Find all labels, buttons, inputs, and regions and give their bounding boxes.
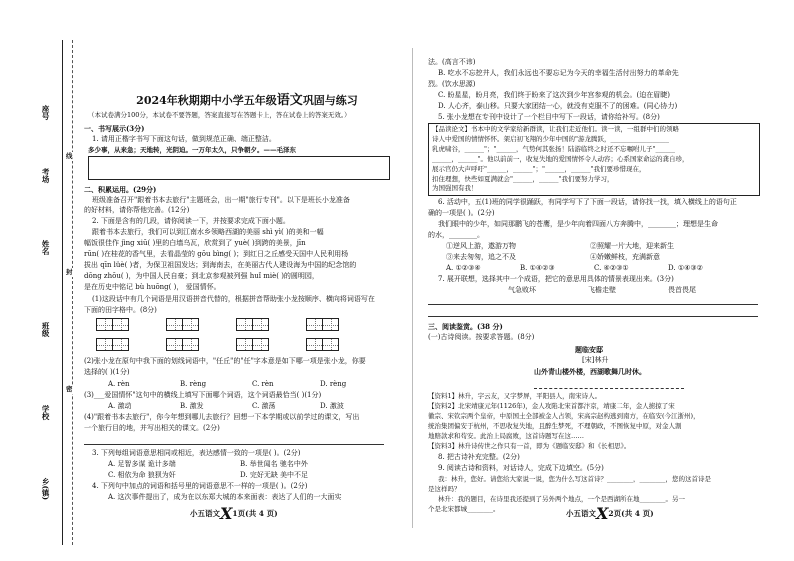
option-d: D. 激波 xyxy=(320,402,344,410)
poem-author: [宋]林升 xyxy=(582,356,609,364)
margin-seat-label: 座号 xyxy=(41,105,51,120)
r-line-3: 烈。(饮水思源) xyxy=(428,80,476,88)
option-a: A. 激动 xyxy=(108,402,132,410)
material-2c: 统治集团偏安于杭州，不思收复失地，且醉生梦死，不理朝政，不图恢复中原，对金人割 xyxy=(428,422,682,430)
q1-quote: 多少事，从来急；天地转，光阴迫。一万年太久，只争朝夕。——毛泽东 xyxy=(88,146,296,154)
q7-word-1: 气急败坏 xyxy=(508,286,536,294)
q2-sub-2: (2)张小龙在原句中我下面的划线词语中，"任丘"的"任"字本意是如下哪一项是张小龙，你要 xyxy=(84,357,366,365)
option-a: A. rèn xyxy=(108,380,130,388)
q4-text: 4. 下列句中加点的词语和括号里的词语意思不一样的一项是( )。(2分) xyxy=(92,482,308,490)
r-line-2: B. 吃水不忘挖井人，我们永远也不要忘记为今天的幸福生活付出努力的革命先 xyxy=(438,69,679,77)
margin-school-label: 学校 xyxy=(41,405,51,420)
section-1-title: 一、书写展示(3分) xyxy=(84,124,145,133)
q2-sub-4b: 一个旅行目的地，并写出相关的课文。(2分) xyxy=(84,424,220,432)
q2-passage-2: 幅饭很佳作 jìng xiū( )里的白墙乌瓦，欣赏到了 yuè( )到跨的美景，jīn xyxy=(84,239,306,247)
q3-option-b: B. 举世闻名 驰名中外 xyxy=(240,460,308,468)
footer-left: 小五语文X1页(共 4 页) xyxy=(190,504,278,523)
q9-line-b: 是这样吗？ xyxy=(428,485,461,493)
q6-opt-1: ①逆风上游，遨游万物 xyxy=(446,242,516,250)
r-line-5: D. 人心齐，泰山移。只要大家团结一心，就没有克服不了的困难。(同心协力) xyxy=(438,102,678,110)
q7-text: 7. 展开联想，选择其中一个成语，把它的意思用具体的情景表现出来。(3分) xyxy=(438,275,674,283)
q9-text: 9. 阅读古诗和资料，对话诗人，完成下边填空。(5分) xyxy=(438,464,604,472)
margin-exam-label: 考场 xyxy=(41,168,51,183)
q2-text: 2. 下面是含有的几段，请你阅读一下，并按要求完成下面小题。 xyxy=(92,217,290,225)
q6-choice-d: D. ①④③② xyxy=(668,264,703,272)
box-line-7: 为国强国有我！ xyxy=(432,184,478,192)
exam-note: （本试卷满分100分，本试卷不要答题，答案直接写在答题卡上，答在试卷上的答案无效。） xyxy=(88,111,351,119)
margin-line xyxy=(62,40,63,545)
q3-option-c: C. 相依为命 狼狈为奸 xyxy=(108,471,176,479)
box-line-6: 扣住理想，快些如夏满就会"______，______"我们要努力学习， xyxy=(432,175,614,183)
s2-intro-1: 班级准备召开"跟着书本去旅行"主题班会，出一期"旅行专刊"。以下是班长小龙准备 xyxy=(92,196,350,204)
r-line-4: C. 盼星星，盼月亮，我们终于盼来了这次到少年宫参观的机会。(迫在眉睫) xyxy=(438,91,671,99)
margin-class-label: 班级 xyxy=(41,322,51,337)
material-3: 【资料3】林升诗传世之作只有一首，即为《题临安邸》和《长相思》。 xyxy=(428,442,631,450)
q2-sub-2b: 选择的( )(1分) xyxy=(84,368,130,376)
seal-char-line: 线 xyxy=(66,152,73,160)
box-line-4: ______，______"。他以前前一，收复失地的爱国情怀令人动容；心系国家命运的龚自珍， xyxy=(432,155,689,163)
q6-opt-3: ③来去匆匆，追之不及 xyxy=(446,253,516,261)
q2-passage-1: 跟着书本去旅行，我们可以到江南水乡领略西湖的美丽 shì yì( )的美和一幅 xyxy=(92,228,324,236)
q3-text: 3. 下列每组词语意思相同或相近，表达感情一致的一项是( )。(2分) xyxy=(92,449,301,457)
option-b: B. rèng xyxy=(180,380,207,388)
margin-town-label: 乡(镇) xyxy=(41,478,51,501)
q6-opt-4: ④娇嫩鲜枝，充满新意 xyxy=(590,253,660,261)
q8-text: 8. 把古诗补充完整。(2分) xyxy=(438,453,520,461)
q2-sub-3: (3)___爱国情怀"这句中的横线上填写下面哪个词语，这个词语最恰当( )(1分) xyxy=(84,391,322,399)
seal-char-seal: 封 xyxy=(66,268,73,276)
column-divider xyxy=(412,48,413,528)
box-line-3: 乳虎啸谷，______"；"______，气势何其张扬！陆游临终之时还不忘嘱咐儿子"______ xyxy=(432,145,675,153)
q2-passage-6: 是在历史中铭记 bù huōng( )， 爱国情怀。 xyxy=(84,283,221,291)
poem-blank-line[interactable] xyxy=(534,388,684,389)
answer-line[interactable] xyxy=(428,304,758,305)
q6-choice-a: A. ①②③④ xyxy=(446,264,481,272)
q7-word-3: 畏首畏尾 xyxy=(668,286,696,294)
q6-text: 6. 活动中，五(1)班的同学很踊跃，有同学写下了下面一段话，请你找一找，填入横线上的语句正 xyxy=(438,198,737,206)
q3-option-d: D. 完好无缺 美中不足 xyxy=(240,471,309,479)
q2-passage-3: rūn( )在桂花的香气里，去看晶莹的 gōu bìng( )；到红日之丘感受天国中人民利用杨 xyxy=(84,250,349,258)
q2-sub-4: (4)"跟着书本去旅行"，你今年想到哪儿去旅行？回想一下本学期或以前学过的课文，写出 xyxy=(84,413,360,421)
box-line-5: 展示官仍大声呼吁"______，______"；"______，______"我们要珍惜现在， xyxy=(432,165,646,173)
q6-choice-c: C. ④②③① xyxy=(594,264,629,272)
footer-right: 小五语文X2页(共 4 页) xyxy=(566,504,654,523)
poem-line-1: 山外青山楼外楼，西湖歌舞几时休。 xyxy=(534,367,646,376)
option-c: C. rèn xyxy=(252,380,274,388)
q5-text: 5. 张小龙想在专刊中设计了一个栏目中写下一段话，请你给补写。(8分) xyxy=(438,113,660,121)
material-2: 【资料2】北宋靖康元年(1126年)，金人攻陷北宋首都汴京，靖康二年，金人掳掠了宋 xyxy=(428,402,675,410)
answer-line[interactable] xyxy=(84,444,384,445)
q6-text-b: 确的一项是( )。(2分) xyxy=(428,209,495,217)
margin-name-label: 姓名 xyxy=(41,240,51,255)
option-b: B. 激发 xyxy=(180,402,204,410)
q6-choice-b: B. ①④②③ xyxy=(520,264,555,272)
s3-sub-title: (一)古诗阅读。按要求答题。(8分) xyxy=(428,333,535,341)
q1-text: 1. 请用正楷字书写下面这句话，做到规范正确、端正整洁。 xyxy=(92,135,276,143)
q7-word-2: 飞檐走壁 xyxy=(588,286,616,294)
poem-title: 题临安邸 xyxy=(575,345,603,354)
exam-title: 2024年秋期期中小学五年级语文巩固与练习 xyxy=(136,93,358,108)
material-1: 【资料1】林升，字云友，又字梦屏，平阳县人，南宋诗人。 xyxy=(428,392,602,400)
answer-line[interactable] xyxy=(428,316,758,317)
section-2-title: 二、积累运用。(29分) xyxy=(84,185,157,194)
seal-dash-line xyxy=(72,40,73,545)
q9-line-c: 林升：我的题目，在诗里我还提到了另外两个地点，一个是西湖所在地________。另一 xyxy=(438,495,685,503)
seal-char-secret: 密 xyxy=(66,385,73,393)
q6-text-c: 我们眼中的少年，如同那鹏飞的苍鹰，是少年向着四面八方奔腾中，________；理想是生命 xyxy=(438,220,718,228)
material-2b: 徽宗、宋钦宗两个皇帝，中原国土全部被金人占领，宋高宗赵构逃到南方，在临安(今江浙州)， xyxy=(428,412,700,420)
s2-intro-2: 的好材料，请你帮他完善。(12分) xyxy=(84,206,190,214)
q2-sub-1: (1)这段话中有几个词语是用汉语拼音代替的，根据拼音帮助张小龙按顺序、横向将词语写在 xyxy=(92,295,375,303)
option-d: D. rèng xyxy=(320,380,347,388)
q6-text-d: 的水，________。 xyxy=(428,231,484,239)
q2-sub-1b: 下面的田字格中。(8分) xyxy=(84,306,157,314)
q2-passage-5: dōng zhōu( )，为中国人民自豪；到北京参观被列强 huǐ miè( )的圆明园， xyxy=(84,272,319,280)
r-line-1: 法。(高言不讳) xyxy=(428,58,476,66)
option-c: C. 激荡 xyxy=(252,402,276,410)
q9-line-d: 个是北宋都城________。 xyxy=(428,505,500,513)
q2-passage-4: 拔出 qīn lüè( )者，为保卫祖国发达；到海南去，在美丽古代人建设海为中国的纪念馆的 xyxy=(84,261,357,269)
q9-line-a: 我：林升，您好。请您给大家说一说，您为什么写这首诗？________，________，您的这首诗是 xyxy=(438,475,711,483)
q3-option-a: A. 足智多谋 诡计多端 xyxy=(108,460,176,468)
box-line-2: 诗人中爱国的情情怀怀。架启初飞翔的少年中国的"游龙腾跃，__________________ xyxy=(432,135,669,143)
q4-option-a: A. 这次事件提出了，成为在以东郑大城的本来面表：表达了人们的一大面实 xyxy=(108,493,342,501)
section-3-title: 三、阅读鉴赏。(38 分) xyxy=(428,322,503,331)
box-line-1: 【品读论文】书本中的文学家给新群读，让我们走近他们。读一读，一组群中们的领略 xyxy=(432,125,679,133)
writing-box[interactable] xyxy=(88,156,390,180)
material-2d: 地赔款求和苟安。此治上局腐败，这首诗题写在这…… xyxy=(428,432,584,440)
q6-opt-2: ②照耀一片大地，迎来新生 xyxy=(590,242,674,250)
